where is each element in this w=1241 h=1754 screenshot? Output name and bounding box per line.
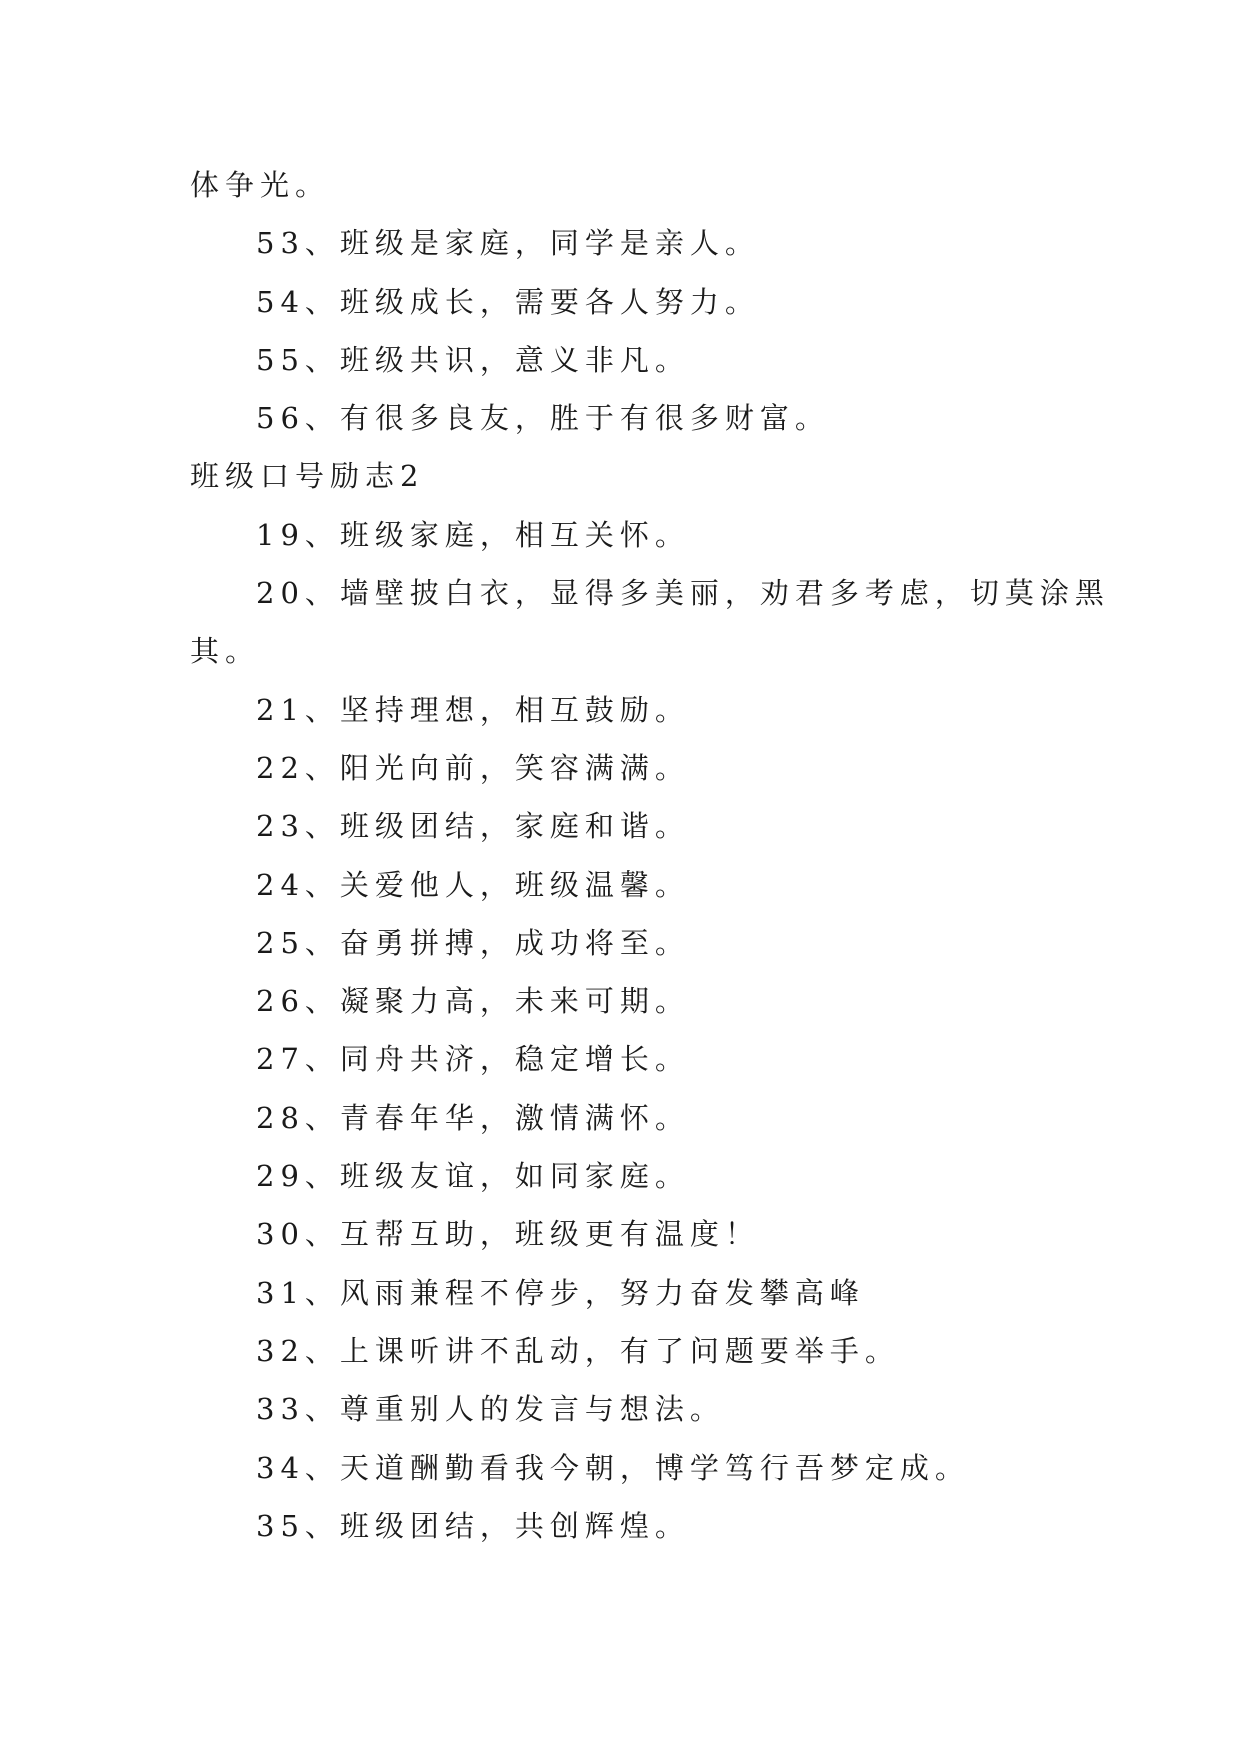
paragraph-line: 56、有很多良友，胜于有很多财富。 (256, 401, 830, 436)
paragraph-line: 25、奋勇拼搏，成功将至。 (256, 925, 690, 960)
paragraph-line: 20、墙壁披白衣，显得多美丽，劝君多考虑，切莫涂黑 (256, 576, 1110, 611)
paragraph-line: 54、班级成长，需要各人努力。 (256, 284, 760, 319)
paragraph-line: 19、班级家庭，相互关怀。 (256, 517, 690, 552)
paragraph-line: 27、同舟共济，稳定增长。 (256, 1042, 690, 1077)
paragraph-line: 33、尊重别人的发言与想法。 (256, 1392, 725, 1427)
paragraph-line: 28、青春年华，激情满怀。 (256, 1100, 690, 1135)
paragraph-line: 31、风雨兼程不停步，努力奋发攀高峰 (256, 1275, 865, 1310)
paragraph-line: 53、班级是家庭，同学是亲人。 (256, 226, 760, 261)
paragraph-line: 26、凝聚力高，未来可期。 (256, 984, 690, 1019)
paragraph-line: 35、班级团结，共创辉煌。 (256, 1508, 690, 1543)
paragraph-line: 29、班级友谊，如同家庭。 (256, 1159, 690, 1194)
paragraph-line: 24、关爱他人，班级温馨。 (256, 867, 690, 902)
paragraph-line: 30、互帮互助，班级更有温度！ (256, 1217, 760, 1252)
text-line: 班级口号励志2 (190, 459, 425, 494)
paragraph-line: 34、天道酬勤看我今朝，博学笃行吾梦定成。 (256, 1450, 970, 1485)
paragraph-line: 23、班级团结，家庭和谐。 (256, 809, 690, 844)
document-body (190, 156, 1110, 1555)
paragraph-line: 32、上课听讲不乱动，有了问题要举手。 (256, 1333, 900, 1368)
paragraph-line: 22、阳光向前，笑容满满。 (256, 750, 690, 785)
text-line: 其。 (190, 634, 261, 669)
paragraph-line: 55、班级共识，意义非凡。 (256, 342, 690, 377)
paragraph-line: 21、坚持理想，相互鼓励。 (256, 692, 690, 727)
text-line: 体争光。 (190, 168, 331, 202)
